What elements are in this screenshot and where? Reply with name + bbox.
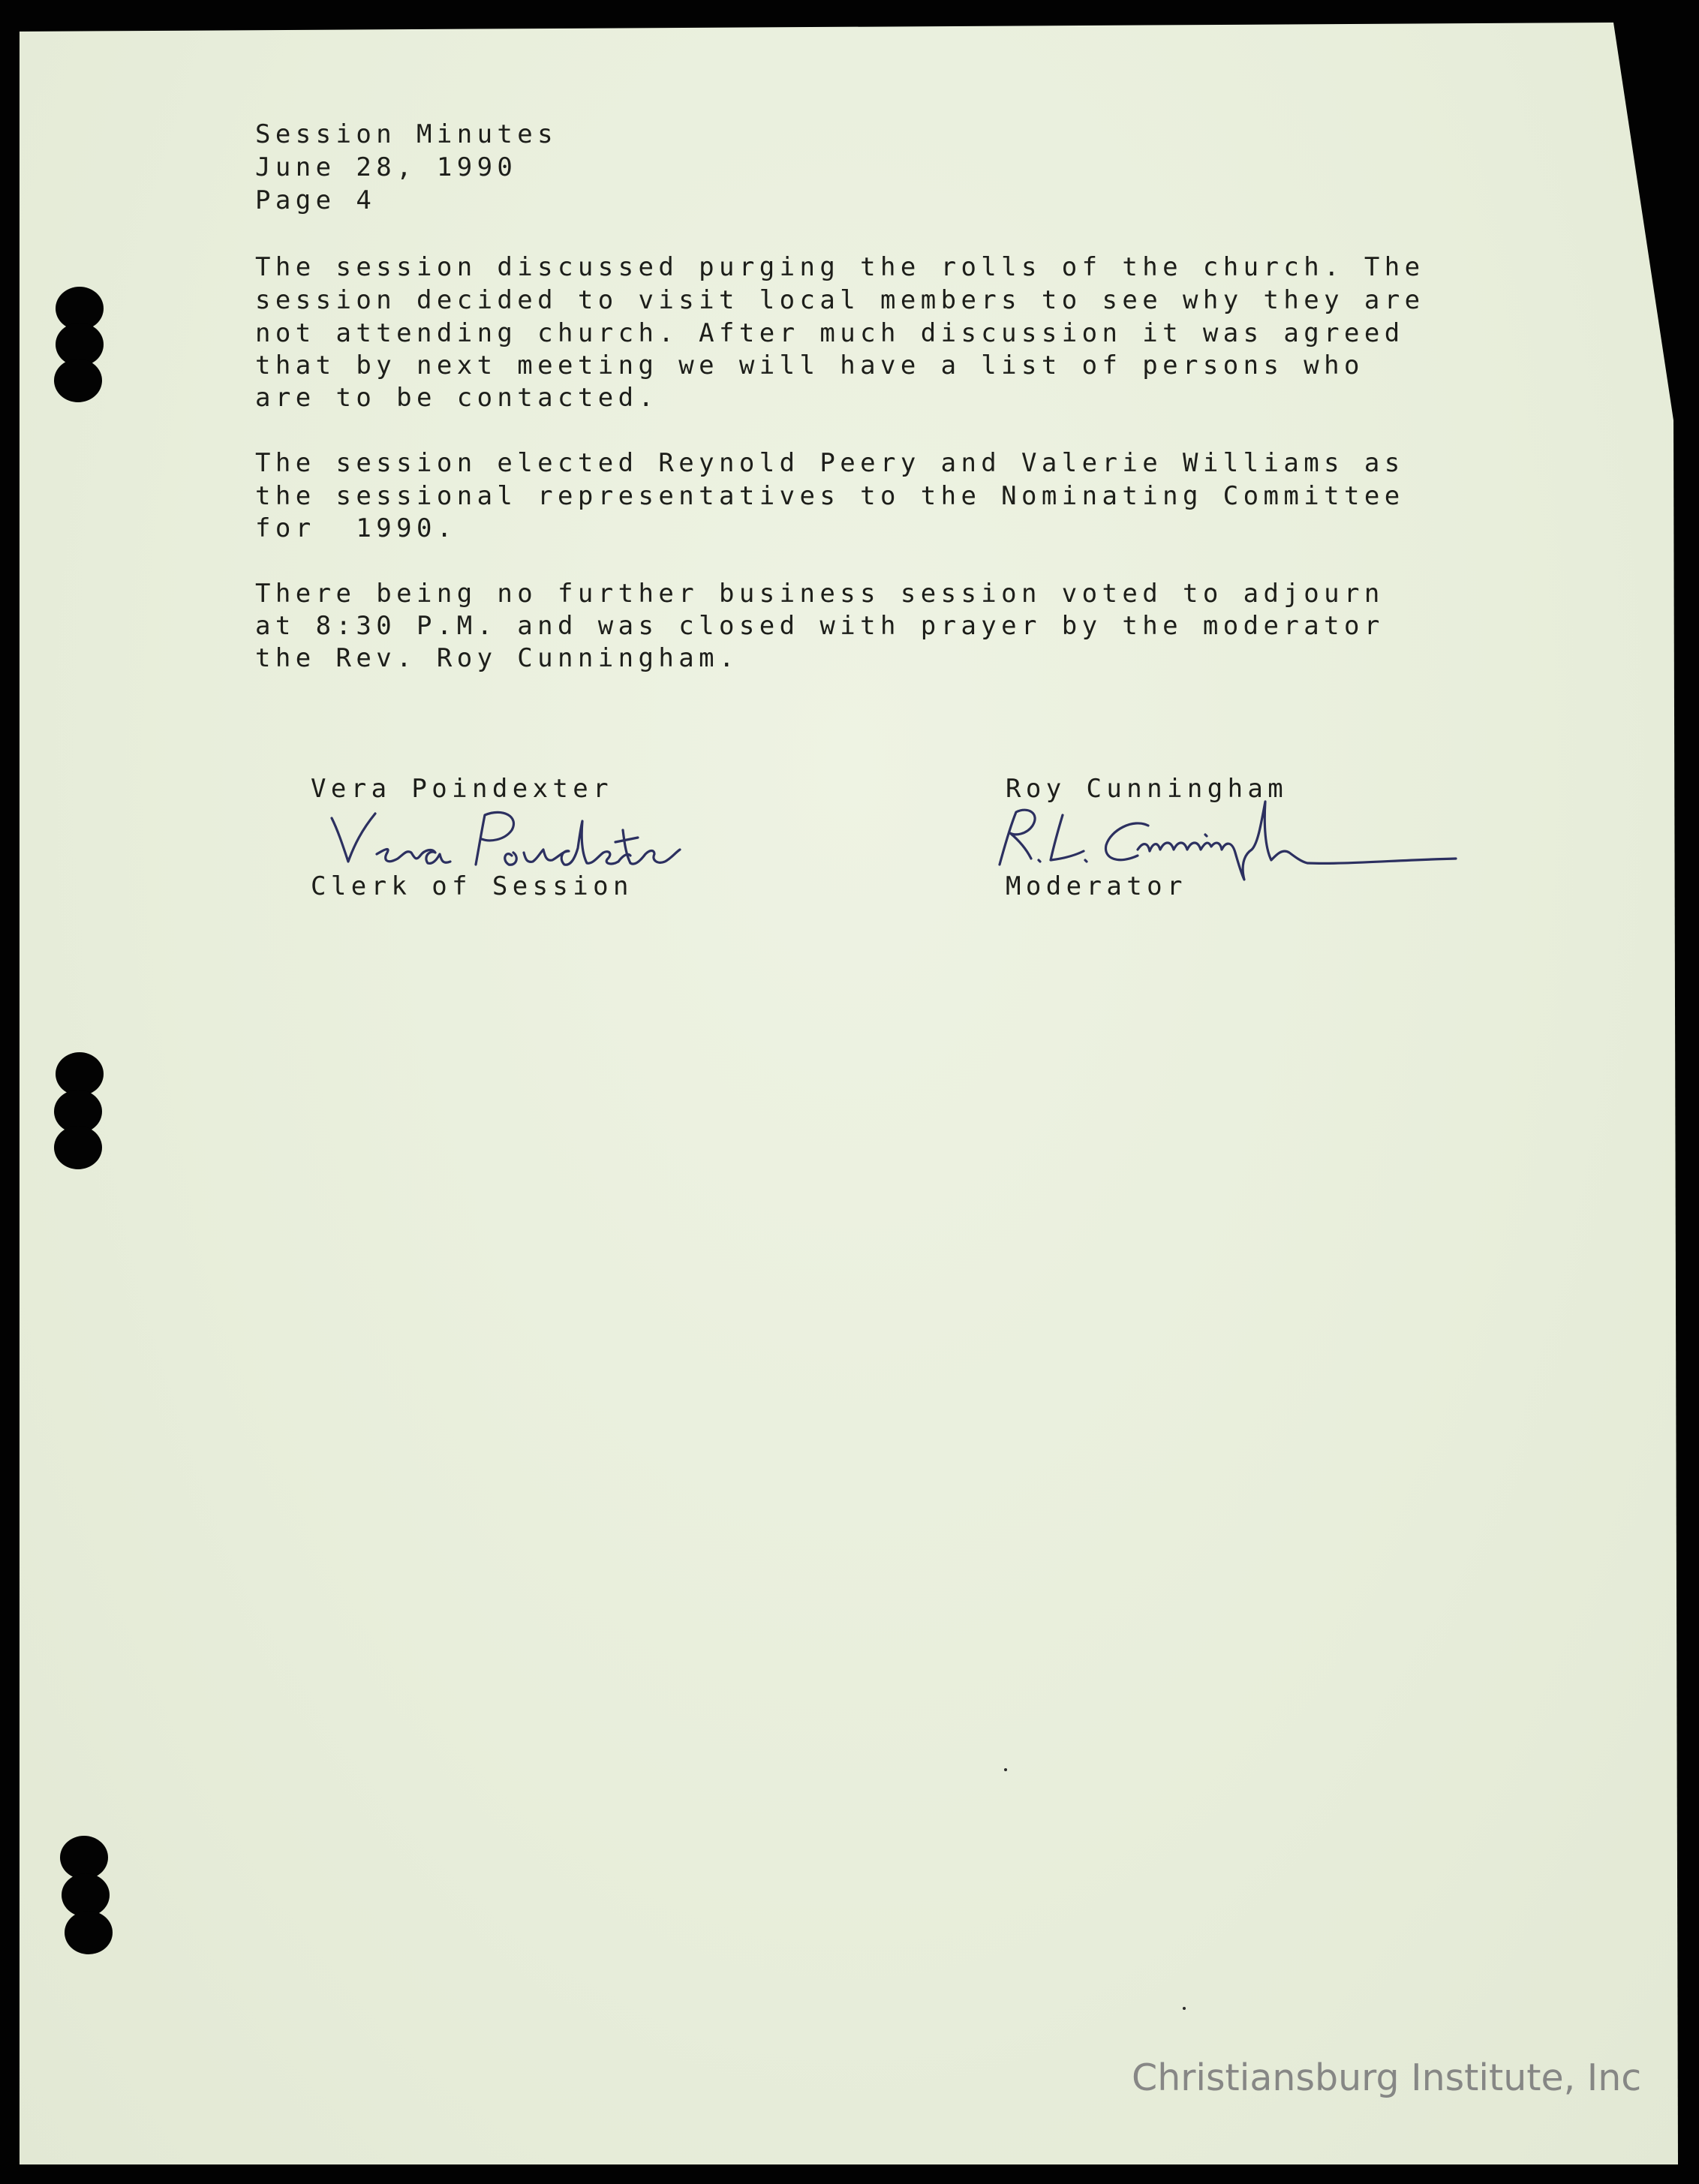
clerk-title: Clerk of Session [311,871,633,901]
moderator-name: Roy Cunningham [1006,774,1289,804]
paragraph-line: at 8:30 P.M. and was closed with prayer by the moderator [255,611,1385,641]
punch-hole [65,1911,113,1954]
paragraph-line: the Rev. Roy Cunningham. [255,643,739,673]
paragraph-line: the sessional representatives to the Nominating Committee [255,481,1405,511]
watermark-text: Christiansburg Institute, Inc [1132,2056,1642,2099]
paragraph-line: that by next meeting we will have a list of persons who [255,350,1364,381]
paragraph-line: There being no further business session voted to adjourn [255,579,1385,609]
document-title: Session Minutes [255,119,558,149]
clerk-name: Vera Poindexter [311,774,614,804]
paragraph-line: not attending church. After much discussion it was agreed [255,318,1405,348]
paragraph-line: The session discussed purging the rolls of the church. The [255,252,1425,282]
punch-hole [54,359,102,402]
document-date: June 28, 1990 [255,152,518,182]
paragraph-line: for 1990. [255,513,457,543]
punch-hole [54,1126,102,1169]
moderator-title: Moderator [1006,871,1187,901]
paragraph-line: session decided to visit local members to see why they are [255,285,1425,315]
paragraph-line: The session elected Reynold Peery and Valerie Williams as [255,448,1405,478]
scan-speck [1183,2007,1186,2010]
page-number: Page 4 [255,185,377,215]
moderator-handwritten-signature [991,781,1471,886]
scan-speck [1004,1768,1007,1771]
paragraph-line: are to be contacted. [255,383,659,413]
